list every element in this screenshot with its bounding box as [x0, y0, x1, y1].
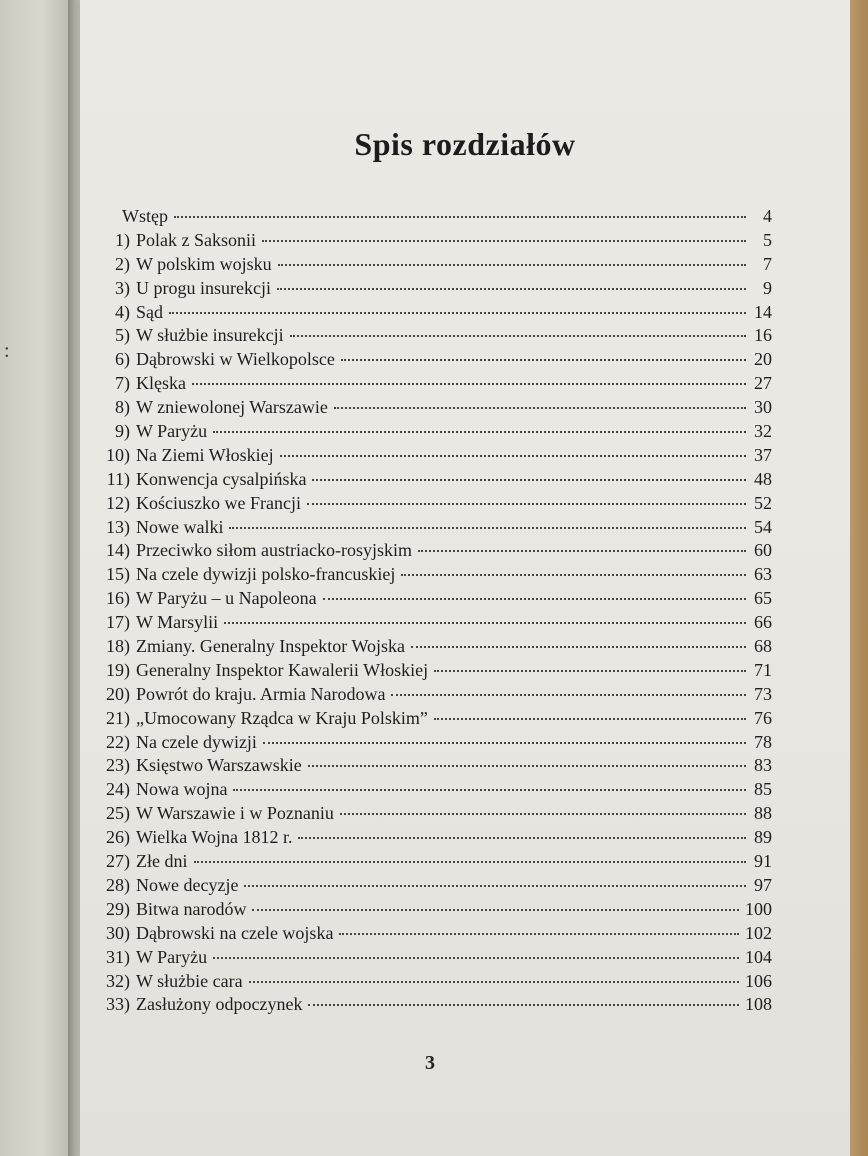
toc-entry: [98, 302, 772, 326]
toc-entry: [98, 254, 772, 278]
toc-entry-page: 88: [754, 803, 772, 824]
toc-entry-page: 60: [754, 540, 772, 561]
toc-entry-label: Powrót do kraju. Armia Narodowa: [136, 683, 386, 704]
toc-entry: [98, 947, 772, 971]
dot-leader: [298, 836, 746, 839]
toc-entry: [98, 875, 772, 899]
toc-entry-label: Przeciwko siłom austriacko-rosyjskim: [136, 540, 412, 561]
toc-entry: [98, 660, 772, 684]
dot-leader: [263, 741, 746, 744]
dot-leader: [280, 454, 746, 457]
toc-entry-page: 68: [754, 636, 772, 657]
toc-entry-number: 4): [115, 301, 130, 322]
toc-entry-number: 21): [106, 707, 130, 728]
dot-leader: [434, 669, 746, 672]
toc-entry: [98, 803, 772, 827]
toc-entry: [98, 636, 772, 660]
toc-entry: [98, 493, 772, 517]
dot-leader: [233, 788, 746, 791]
toc-entry-label: Kościuszko we Francji: [136, 492, 301, 513]
dot-leader: [213, 430, 746, 433]
toc-entry-page: 20: [754, 349, 772, 370]
toc-entry-page: 85: [754, 779, 772, 800]
toc-entry-page: 91: [754, 851, 772, 872]
toc-entry-number: 6): [115, 349, 130, 370]
toc-entry-label: Polak z Saksonii: [136, 229, 256, 250]
toc-entry-page: 32: [754, 421, 772, 442]
toc-entry-page: 78: [754, 731, 772, 752]
toc-entry-label: Konwencja cysalpińska: [136, 468, 307, 489]
toc-entry-page: 83: [754, 755, 772, 776]
toc-entry-number: 20): [106, 683, 130, 704]
toc-entry-label: Dąbrowski w Wielkopolsce: [136, 349, 335, 370]
toc-entry-number: 5): [115, 325, 130, 346]
toc-entry: [98, 899, 772, 923]
table-of-contents: [98, 206, 772, 1018]
toc-entry-page: 16: [754, 325, 772, 346]
toc-entry-page: 48: [754, 468, 772, 489]
dot-leader: [323, 597, 746, 600]
toc-entry-number: 13): [106, 516, 130, 537]
toc-entry: [98, 445, 772, 469]
toc-entry-number: 17): [106, 612, 130, 633]
dot-leader: [277, 287, 746, 290]
toc-entry-label: Na Ziemi Włoskiej: [136, 444, 274, 465]
dot-leader: [244, 884, 746, 887]
toc-entry-label: W służbie cara: [136, 970, 243, 991]
dot-leader: [411, 645, 746, 648]
toc-entry-number: 15): [106, 564, 130, 585]
toc-entry-page: 97: [754, 874, 772, 895]
toc-entry: [98, 540, 772, 564]
toc-entry-page: 102: [745, 922, 772, 943]
toc-entry-number: 29): [106, 898, 130, 919]
toc-entry-label: Generalny Inspektor Kawalerii Włoskiej: [136, 659, 429, 680]
toc-entry-number: 8): [115, 397, 130, 418]
dot-leader: [308, 1003, 739, 1006]
toc-entry-number: 11): [106, 468, 130, 489]
toc-entry: [98, 851, 772, 875]
toc-entry: [98, 684, 772, 708]
toc-entry-number: 26): [106, 827, 130, 848]
toc-entry: [98, 994, 772, 1018]
dot-leader: [224, 621, 746, 624]
dot-leader: [213, 956, 739, 959]
toc-entry-label: Na czele dywizji: [136, 731, 257, 752]
toc-entry-page: 9: [763, 277, 772, 298]
dot-leader: [401, 573, 746, 576]
dot-leader: [229, 526, 746, 529]
toc-entry: [98, 732, 772, 756]
toc-entry-label: Złe dni: [136, 851, 188, 872]
toc-entry-page: 52: [754, 492, 772, 513]
dot-leader: [307, 502, 746, 505]
toc-entry-label: W Marsylii: [136, 612, 219, 633]
toc-entry: [98, 230, 772, 254]
dot-leader: [192, 382, 746, 385]
toc-entry-label: U progu insurekcji: [136, 277, 271, 298]
toc-entry-label: Zmiany. Generalny Inspektor Wojska: [136, 636, 405, 657]
toc-entry-page: 108: [745, 994, 772, 1015]
dot-leader: [334, 406, 746, 409]
toc-entry-page: 100: [745, 898, 772, 919]
dot-leader: [252, 908, 739, 911]
toc-entry: [98, 971, 772, 995]
toc-entry-page: 63: [754, 564, 772, 585]
toc-entry-label: Nowe decyzje: [136, 874, 239, 895]
toc-entry-number: 22): [106, 731, 130, 752]
toc-entry-number: 14): [106, 540, 130, 561]
toc-entry-page: 71: [754, 659, 772, 680]
toc-entry: [98, 421, 772, 445]
toc-entry-number: 16): [106, 588, 130, 609]
toc-entry-intro: [98, 206, 772, 230]
toc-entry-label: Wstęp: [122, 206, 168, 226]
toc-entry-label: „Umocowany Rządca w Kraju Polskim”: [136, 707, 428, 728]
toc-entry: [98, 278, 772, 302]
toc-entry-number: 10): [106, 444, 130, 465]
dot-leader: [262, 239, 746, 242]
toc-entry: [98, 708, 772, 732]
toc-entry-number: 3): [115, 277, 130, 298]
toc-entry-label: Sąd: [136, 301, 163, 322]
toc-entry-page: 7: [763, 253, 772, 274]
toc-entry-page: 89: [754, 827, 772, 848]
toc-entry: [98, 779, 772, 803]
toc-entry-page: 73: [754, 683, 772, 704]
toc-entry-page: 106: [745, 970, 772, 991]
toc-entry-number: 12): [106, 492, 130, 513]
dot-leader: [340, 812, 746, 815]
toc-entry: [98, 923, 772, 947]
toc-entry-number: 9): [115, 421, 130, 442]
page-number: 3: [425, 1052, 435, 1074]
dot-leader: [391, 693, 746, 696]
toc-entry-number: 28): [106, 874, 130, 895]
toc-entry-page: 37: [754, 444, 772, 465]
toc-entry-number: 33): [106, 994, 130, 1015]
toc-entry-label: Dąbrowski na czele wojska: [136, 922, 334, 943]
dot-leader: [339, 932, 739, 935]
toc-entry: [98, 373, 772, 397]
toc-entry-number: 18): [106, 636, 130, 657]
toc-entry: [98, 564, 772, 588]
dot-leader: [290, 334, 746, 337]
dot-leader: [174, 215, 746, 218]
dot-leader: [194, 860, 747, 863]
toc-entry-label: Klęska: [136, 373, 186, 394]
dot-leader: [312, 478, 746, 481]
toc-entry-page: 76: [754, 707, 772, 728]
toc-entry-number: 24): [106, 779, 130, 800]
toc-entry-label: Zasłużony odpoczynek: [136, 994, 303, 1015]
toc-entry: [98, 325, 772, 349]
toc-entry-page: 66: [754, 612, 772, 633]
toc-entry-page: 104: [745, 946, 772, 967]
dot-leader: [418, 549, 746, 552]
toc-entry-label: W służbie insurekcji: [136, 325, 284, 346]
toc-entry-number: 2): [115, 253, 130, 274]
toc-entry-label: W polskim wojsku: [136, 253, 272, 274]
toc-entry-number: 27): [106, 851, 130, 872]
toc-entry-number: 25): [106, 803, 130, 824]
dot-leader: [169, 311, 746, 314]
toc-entry-page: 4: [763, 206, 772, 226]
toc-entry-label: W Paryżu – u Napoleona: [136, 588, 317, 609]
facing-page-mark: :: [4, 340, 10, 362]
toc-entry-label: W Paryżu: [136, 421, 208, 442]
toc-entry: [98, 588, 772, 612]
toc-entry-label: W Warszawie i w Poznaniu: [136, 803, 334, 824]
toc-entry-page: 54: [754, 516, 772, 537]
toc-entry-label: W Paryżu: [136, 946, 208, 967]
dot-leader: [308, 764, 746, 767]
toc-entry: [98, 397, 772, 421]
toc-entry-label: W zniewolonej Warszawie: [136, 397, 328, 418]
toc-entry: [98, 755, 772, 779]
dot-leader: [341, 358, 746, 361]
toc-entry-number: 1): [115, 229, 130, 250]
toc-entry: [98, 517, 772, 541]
toc-entry-label: Wielka Wojna 1812 r.: [136, 827, 293, 848]
toc-entry-page: 30: [754, 397, 772, 418]
toc-entry: [98, 612, 772, 636]
toc-entry-number: 7): [115, 373, 130, 394]
toc-entry-number: 19): [106, 659, 130, 680]
toc-entry-page: 14: [754, 301, 772, 322]
page-title: Spis rozdziałów: [354, 126, 576, 162]
dot-leader: [278, 263, 746, 266]
dot-leader: [434, 717, 746, 720]
toc-entry: [98, 827, 772, 851]
toc-entry-number: 30): [106, 922, 130, 943]
facing-page: [0, 0, 70, 1156]
toc-entry: [98, 349, 772, 373]
toc-entry-page: 27: [754, 373, 772, 394]
toc-entry-label: Księstwo Warszawskie: [136, 755, 302, 776]
toc-entry-label: Na czele dywizji polsko-francuskiej: [136, 564, 396, 585]
table-edge: [850, 0, 868, 1156]
toc-entry-page: 65: [754, 588, 772, 609]
toc-entry: [98, 469, 772, 493]
toc-entry-number: 32): [106, 970, 130, 991]
toc-entry-number: 23): [106, 755, 130, 776]
toc-entry-label: Bitwa narodów: [136, 898, 247, 919]
toc-entry-number: 31): [106, 946, 130, 967]
toc-entry-label: Nowa wojna: [136, 779, 228, 800]
toc-entry-page: 5: [763, 229, 772, 250]
toc-entry-label: Nowe walki: [136, 516, 224, 537]
dot-leader: [249, 980, 739, 983]
